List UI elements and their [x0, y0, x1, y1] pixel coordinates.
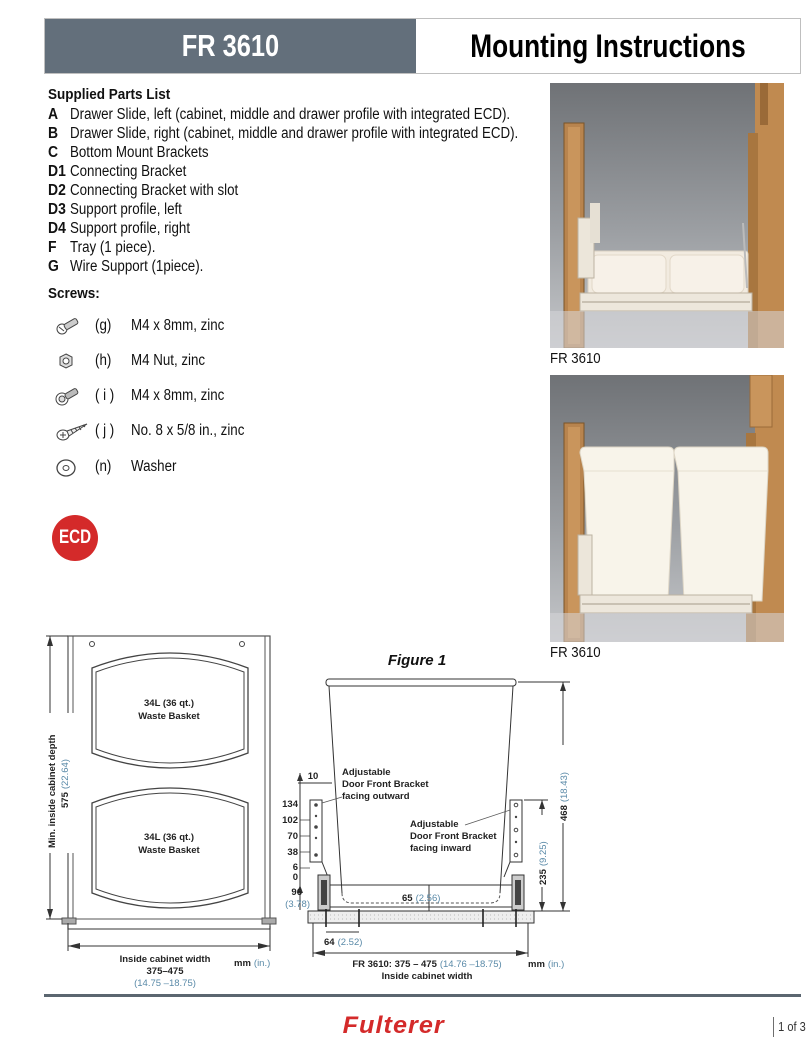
part-key: C — [48, 144, 59, 161]
basket2-capacity: 34L (36 qt.) — [144, 832, 194, 843]
fig-width-mm: FR 3610: 375 – 475 — [352, 959, 437, 970]
top-view-diagram — [40, 628, 290, 998]
part-key: D3 — [48, 201, 66, 218]
parts-list-item — [48, 238, 591, 257]
dim-468-in: (18.43) — [559, 772, 570, 803]
dim-235-mm: 235 — [538, 869, 549, 885]
supplied-parts-list — [48, 86, 591, 276]
screw-code: (g) — [95, 317, 112, 334]
callout-outward-line1: Adjustable — [342, 767, 391, 778]
hole-offset: 134 — [282, 799, 298, 810]
hole-offset: 0 — [292, 872, 298, 883]
fig-width-label: Inside cabinet width — [381, 971, 473, 982]
svg-text:468(18.43) — [559, 772, 570, 821]
figure-1-front-view — [280, 645, 580, 990]
svg-text:575(22.64) — [60, 759, 71, 808]
part-label: Support profile, right — [70, 220, 191, 237]
photo-caption: FR 3610 — [550, 350, 601, 367]
callout-outward-line3: facing outward — [342, 791, 410, 802]
parts-list-item — [48, 181, 591, 200]
width-in: (14.75 –18.75) — [134, 978, 196, 989]
fig-width-in: (14.76 –18.75) — [439, 959, 502, 970]
model-banner — [45, 19, 416, 73]
svg-text:235(9.25) — [538, 841, 549, 885]
svg-text:FR 3610: 375 – 475(14.76 –18.7 — [352, 959, 501, 970]
screw-label: Washer — [131, 458, 177, 475]
part-key: G — [48, 258, 59, 275]
parts-list-item — [48, 200, 591, 219]
dim-65-mm: 65 — [402, 893, 413, 904]
dim-468-mm: 468 — [559, 805, 570, 821]
pan-head-screw-icon — [55, 385, 95, 407]
part-key: D4 — [48, 220, 66, 237]
units-in: (in.) — [253, 958, 271, 969]
basket2-label: Waste Basket — [138, 845, 200, 856]
depth-label: Min. inside cabinet depth — [47, 734, 58, 848]
part-label: Drawer Slide, right (cabinet, middle and drawer profile with integrated ECD). — [70, 125, 519, 142]
part-key: D1 — [48, 163, 66, 180]
parts-list-item — [48, 257, 591, 276]
parts-list-item — [48, 124, 591, 143]
part-label: Connecting Bracket — [70, 163, 187, 180]
basket1-capacity: 34L (36 qt.) — [144, 698, 194, 709]
depth-in: (22.64) — [60, 759, 71, 790]
flat-head-screw-icon — [55, 315, 95, 337]
wood-screw-icon — [55, 420, 95, 442]
parts-list-title: Supplied Parts List — [48, 86, 171, 103]
part-label: Support profile, left — [70, 201, 182, 218]
part-key: B — [48, 125, 59, 142]
title-banner — [416, 19, 800, 73]
part-label: Bottom Mount Brackets — [70, 144, 209, 161]
page-title: Mounting Instructions — [470, 27, 746, 64]
bracket-width: 10 — [307, 771, 319, 782]
fig-units-mm: mm — [528, 959, 545, 970]
screw-item — [55, 350, 217, 372]
screw-code: (h) — [95, 352, 112, 369]
figure-title: Figure 1 — [387, 652, 447, 669]
ecd-badge — [52, 515, 98, 561]
parts-list-item — [48, 143, 591, 162]
dim-65-in: (2.56) — [415, 893, 441, 904]
part-label: Connecting Bracket with slot — [70, 182, 239, 199]
model-number: FR 3610 — [181, 28, 280, 63]
screw-item — [55, 385, 240, 407]
washer-icon — [55, 456, 95, 478]
screw-label: M4 x 8mm, zinc — [131, 317, 225, 334]
callout-inward-line2: Door Front Bracket — [410, 831, 497, 842]
parts-list-item — [48, 162, 591, 181]
dim-64-in: (2.52) — [337, 937, 363, 948]
basket1-label: Waste Basket — [138, 711, 200, 722]
screw-label: No. 8 x 5/8 in., zinc — [131, 422, 245, 439]
product-photo-with-baskets — [550, 375, 784, 642]
screw-item — [55, 456, 184, 478]
hole-offset: 38 — [287, 847, 298, 858]
svg-text:mm(in.) — [528, 959, 564, 970]
page-number: 1 of 3 — [773, 1017, 806, 1037]
screw-code: ( j ) — [95, 422, 115, 439]
screws-title: Screws: — [48, 285, 100, 302]
part-label: Drawer Slide, left (cabinet, middle and drawer profile with integrated ECD). — [70, 106, 511, 123]
svg-text:64(2.52) — [324, 937, 362, 948]
photo-caption: FR 3610 — [550, 644, 601, 661]
ecd-badge-label: ECD — [58, 527, 92, 548]
callout-inward-line3: facing inward — [410, 843, 472, 854]
screw-label: M4 Nut, zinc — [131, 352, 206, 369]
part-key: A — [48, 106, 59, 123]
width-label: Inside cabinet width — [119, 954, 211, 965]
dim-64-mm: 64 — [324, 937, 335, 948]
dim-235-in: (9.25) — [538, 841, 549, 867]
width-mm: 375–475 — [146, 966, 184, 977]
svg-text:65(2.56) — [402, 893, 440, 904]
parts-list-item — [48, 105, 591, 124]
parts-list-item — [48, 219, 591, 238]
hole-offset: 102 — [282, 815, 298, 826]
dim-96-in: (3.78) — [285, 899, 310, 910]
screw-label: M4 x 8mm, zinc — [131, 387, 225, 404]
screw-code: ( i ) — [95, 387, 115, 404]
part-key: F — [48, 239, 57, 256]
screw-item — [55, 315, 240, 337]
callout-outward-line2: Door Front Bracket — [342, 779, 429, 790]
part-label: Tray (1 piece). — [70, 239, 156, 256]
part-label: Wire Support (1piece). — [70, 258, 204, 275]
units-mm: mm — [234, 958, 251, 969]
svg-text:mm(in.) — [234, 958, 270, 969]
product-photo-open-frame — [550, 83, 784, 348]
nut-icon — [55, 350, 95, 372]
dim-96-mm: 96 — [291, 887, 302, 898]
callout-inward-line1: Adjustable — [410, 819, 459, 830]
brand-logo: Fulterer — [342, 1012, 445, 1039]
fig-units-in: (in.) — [547, 959, 565, 970]
page-header — [44, 18, 801, 74]
footer-divider — [44, 994, 801, 997]
screw-item — [55, 420, 263, 442]
screw-code: (n) — [95, 458, 112, 475]
depth-mm: 575 — [60, 792, 71, 808]
part-key: D2 — [48, 182, 66, 199]
hole-offset: 70 — [287, 831, 298, 842]
hole-offset: 6 — [292, 862, 298, 873]
